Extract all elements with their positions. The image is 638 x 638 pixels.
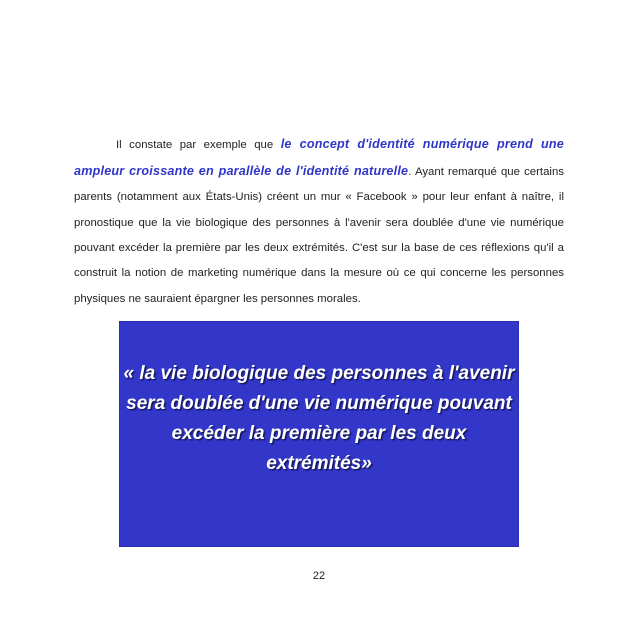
body-paragraph [74,132,564,312]
paragraph-emphasis: le concept d'identité numérique prend une ampleur croissante en parallèle de l'identité naturelle [74,137,564,178]
pull-quote-text: « la vie biologique des personnes à l'avenir sera doublée d'une vie numérique pouvant excéder la première par les deux extrémités» [123,363,515,474]
pull-quote-box [120,322,518,546]
page-number: 22 [312,570,326,582]
paragraph-rest: . Ayant remarqué que certains parents (notamment aux États-Unis) créent un mur « Facebook » pour leur enfant à naître, il pronostique que la vie biologique des personnes à l'avenir sera doublée d'une vie numérique pouvant excéder la première par les deux extrémités. C'est sur la base de ces réflexions qu'il a construit la notion de marketing numérique dans la mesure où ce qui concerne les personnes physiques ne sauraient épargner les personnes morales. [74,165,564,305]
paragraph-intro: Il constate par exemple que [116,139,281,152]
